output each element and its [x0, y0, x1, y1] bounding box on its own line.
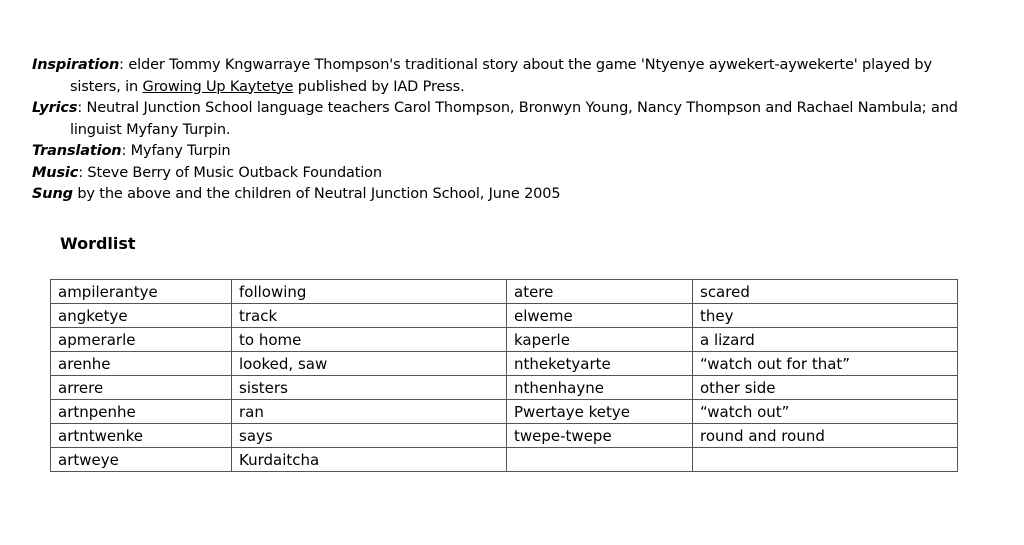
- credit-text: : Neutral Junction School language teachers Carol Thompson, Bronwyn Young, Nancy Thompson and Rachael Nambula; and linguist Myfany Turpin.: [70, 100, 958, 138]
- kaytetye-word: elweme: [507, 304, 693, 328]
- kaytetye-word: artntwenke: [51, 424, 232, 448]
- english-gloss: “watch out for that”: [693, 352, 958, 376]
- kaytetye-word: nthenhayne: [507, 376, 693, 400]
- english-gloss: round and round: [693, 424, 958, 448]
- credits-block: [32, 55, 982, 206]
- english-gloss: [693, 448, 958, 472]
- credit-label: Lyrics: [32, 100, 78, 116]
- wordlist-heading: Wordlist: [60, 234, 136, 253]
- credit-text: : Steve Berry of Music Outback Foundation: [78, 164, 382, 181]
- kaytetye-word: artnpenhe: [51, 400, 232, 424]
- table-row: [51, 376, 958, 400]
- kaytetye-word: angketye: [51, 304, 232, 328]
- english-gloss: Kurdaitcha: [232, 448, 507, 472]
- credit-music: [32, 163, 982, 185]
- wordlist-table: [50, 279, 958, 472]
- english-gloss: to home: [232, 328, 507, 352]
- kaytetye-word: [507, 448, 693, 472]
- kaytetye-word: arenhe: [51, 352, 232, 376]
- table-row: [51, 448, 958, 472]
- english-gloss: track: [232, 304, 507, 328]
- credit-label: Translation: [32, 143, 122, 159]
- table-row: [51, 400, 958, 424]
- credit-label: Inspiration: [32, 57, 120, 73]
- credit-lyrics: [32, 98, 982, 141]
- kaytetye-word: ampilerantye: [51, 280, 232, 304]
- english-gloss: following: [232, 280, 507, 304]
- kaytetye-word: arrere: [51, 376, 232, 400]
- kaytetye-word: atere: [507, 280, 693, 304]
- credit-label: Sung: [32, 186, 73, 202]
- kaytetye-word: apmerarle: [51, 328, 232, 352]
- kaytetye-word: kaperle: [507, 328, 693, 352]
- credit-text: : Myfany Turpin: [121, 143, 231, 159]
- kaytetye-word: twepe-twepe: [507, 424, 693, 448]
- credit-text: published by IAD Press.: [293, 78, 465, 95]
- credit-text: by the above and the children of Neutral Junction School, June 2005: [72, 186, 561, 202]
- credit-translation: [32, 141, 982, 163]
- english-gloss: looked, saw: [232, 352, 507, 376]
- english-gloss: scared: [693, 280, 958, 304]
- english-gloss: ran: [232, 400, 507, 424]
- english-gloss: sisters: [232, 376, 507, 400]
- table-row: [51, 328, 958, 352]
- table-row: [51, 424, 958, 448]
- book-title: Growing Up Kaytetye: [142, 78, 294, 95]
- kaytetye-word: ntheketyarte: [507, 352, 693, 376]
- kaytetye-word: artweye: [51, 448, 232, 472]
- credit-text: : elder Tommy Kngwarraye Thompson's traditional story about the game 'Ntyenye aywekert-aywekerte' played by sisters, in: [70, 57, 932, 95]
- table-row: [51, 304, 958, 328]
- credit-label: Music: [32, 164, 79, 181]
- table-row: [51, 352, 958, 376]
- english-gloss: a lizard: [693, 328, 958, 352]
- credit-inspiration: [32, 55, 982, 98]
- english-gloss: other side: [693, 376, 958, 400]
- credit-sung: [32, 184, 982, 206]
- english-gloss: “watch out”: [693, 400, 958, 424]
- table-row: [51, 280, 958, 304]
- english-gloss: they: [693, 304, 958, 328]
- english-gloss: says: [232, 424, 507, 448]
- kaytetye-word: Pwertaye ketye: [507, 400, 693, 424]
